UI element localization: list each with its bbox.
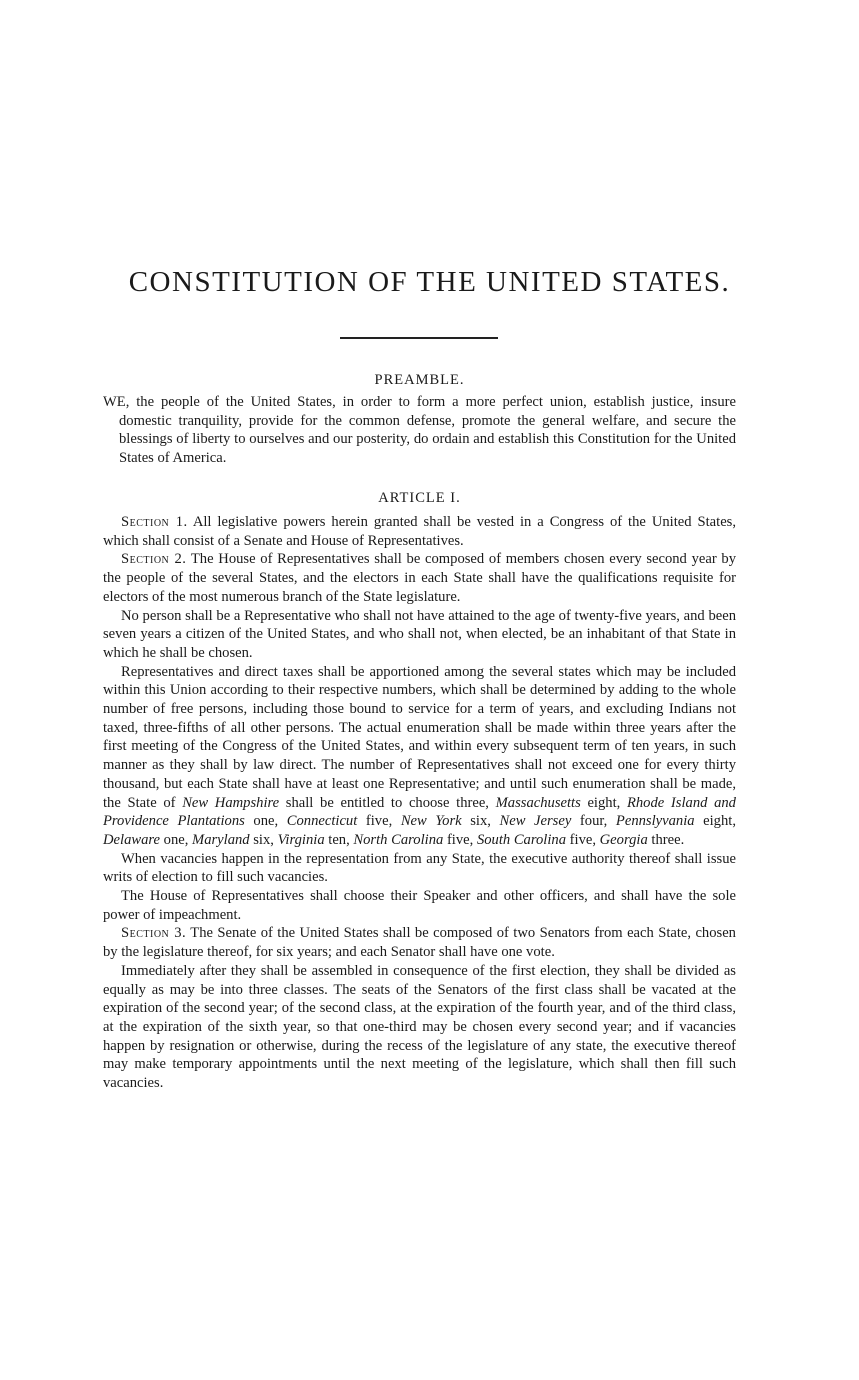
state-count: ten, — [324, 831, 354, 848]
article-block — [103, 488, 736, 1093]
state-count: five, — [566, 831, 600, 848]
state-count: eight, — [694, 813, 736, 830]
representatives-text: Representatives and direct taxes shall be apportioned among the several states which may be included within this Union according to their respective numbers, which shall be determined by adding to the whole number of free persons, including those bound to service for a term of years, and excluding Indians not taxed, three-fifths of all other persons. The actual enumeration shall be made within three years after the first meeting of the Congress of the United States, and within every subsequent term of ten years, in such manner as they shall by law direct. The number of Representatives shall not exceed one for every thirty thousand, but each State shall have at least one Representative; and until such enumeration shall be made, the State of — [103, 663, 736, 811]
section-1-paragraph — [103, 513, 736, 550]
article-heading: ARTICLE I. — [378, 490, 461, 506]
state-count: five, — [357, 813, 401, 830]
state-count: six, — [461, 813, 500, 830]
section-1-label: Section 1. — [121, 514, 188, 530]
document-title: CONSTITUTION OF THE UNITED STATES. — [128, 266, 731, 298]
state-count: three. — [647, 831, 685, 848]
immediately-paragraph: Immediately after they shall be assembled in consequence of the first election, they shall be divided as equally as may be into three classes. The seats of the Senators of the first class shall be vacated at the expiration of the second year; of the second class, at the expiration of the fourth year, and of the third class, at the expiration of the sixth year, so that one-third may be chosen every second year; and if vacancies happen by resignation or otherwise, during the recess of the legislature of any state, the executive thereof may make temporary appointments until the next meeting of the legislature, which shall then fill such vacancies. — [103, 962, 736, 1092]
state-name: Rhode Island and Providence Plantations — [103, 794, 736, 830]
state-name: South Carolina — [476, 831, 566, 848]
state-name: Connecticut — [286, 813, 358, 830]
state-name: New York — [400, 813, 462, 830]
preamble-block — [103, 370, 736, 468]
title-rule — [340, 337, 498, 339]
representatives-paragraph — [103, 663, 736, 850]
preamble-heading: PREAMBLE. — [374, 372, 465, 388]
state-count: eight, — [580, 794, 627, 811]
no-person-paragraph: No person shall be a Representative who shall not have attained to the age of twenty-five years, and been seven years a citizen of the United States, and who shall not, when elected, be an inhabitant of that State in which he shall be chosen. — [103, 607, 736, 661]
preamble-text: WE, the people of the United States, in order to form a more perfect union, establish justice, insure domestic tranquility, provide for the common defense, promote the general welfare, and secure the blessings of liberty to ourselves and our posterity, do ordain and establish this Constitution for the United States of America. — [103, 394, 736, 467]
state-count: one, — [160, 831, 193, 848]
speaker-paragraph: The House of Representatives shall choose their Speaker and other officers, and shall have the sole power of impeachment. — [103, 888, 736, 923]
state-count: five, — [443, 831, 477, 848]
state-name: Virginia — [277, 831, 325, 848]
state-name: Delaware — [103, 831, 161, 848]
section-2-label: Section 2. — [121, 551, 187, 568]
state-count: shall be entitled to choose three, — [279, 794, 496, 811]
section-2-text: The House of Representatives shall be composed of members chosen every second year by the people of the several States, and the electors in each State shall have the qualifications requisite for electors of the most numerous branch of the State legislature. — [103, 551, 736, 605]
state-name: North Carolina — [353, 831, 444, 848]
state-name: Maryland — [192, 831, 250, 848]
state-count: four, — [571, 813, 616, 830]
state-name: Pennslyvania — [615, 813, 695, 830]
section-3-paragraph — [103, 924, 736, 961]
vacancies-paragraph: When vacancies happen in the representation from any State, the executive authority thereof shall issue writs of election to fill such vacancies. — [103, 850, 736, 886]
state-name: New Jersey — [499, 813, 572, 830]
section-2-paragraph — [103, 550, 736, 606]
state-name: Georgia — [599, 831, 648, 848]
state-name: Massachusetts — [495, 794, 581, 811]
section-3-text: The Senate of the United States shall be composed of two Senators from each State, chosen by the legislature thereof, for six years; and each Senator shall have one vote. — [103, 925, 736, 961]
state-count: six, — [249, 831, 278, 848]
state-count: one, — [244, 813, 287, 830]
state-name: New Hampshire — [182, 794, 280, 811]
section-3-label: Section 3. — [121, 925, 187, 942]
section-1-text: All legislative powers herein granted shall be vested in a Congress of the United States, which shall consist of a Senate and House of Representatives. — [103, 514, 737, 549]
